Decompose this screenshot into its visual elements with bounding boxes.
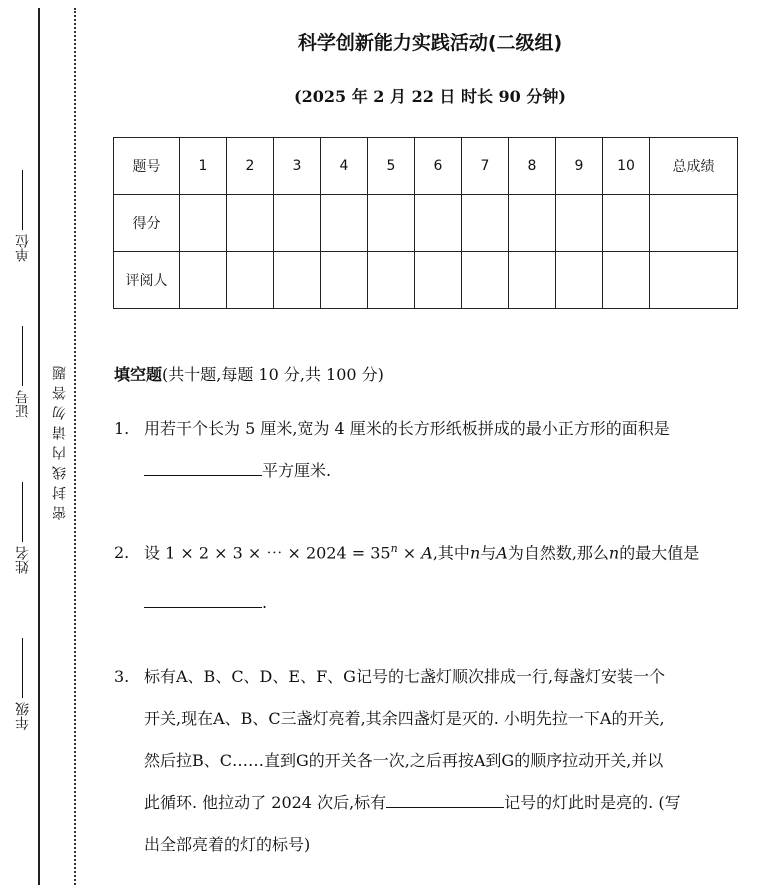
reviewer-cell[interactable] xyxy=(556,252,603,309)
section-title: 填空题 xyxy=(114,365,163,384)
name-label: 姓名 xyxy=(15,546,31,574)
question-1 xyxy=(114,408,748,492)
question-3-line-2: 开关,现在A、B、C三盏灯亮着,其余四盏灯是灭的. 小明先拉一下A的开关, xyxy=(144,709,665,728)
var-n: n xyxy=(608,543,620,563)
col-header: 8 xyxy=(509,138,556,195)
question-2-text: ,其中 xyxy=(432,543,470,563)
question-2-line xyxy=(114,528,748,574)
question-1-unit: 平方厘米. xyxy=(262,461,332,480)
question-2-text: 与 xyxy=(480,543,497,563)
col-header: 5 xyxy=(368,138,415,195)
reviewer-cell[interactable] xyxy=(368,252,415,309)
col-header: 9 xyxy=(556,138,603,195)
col-header: 4 xyxy=(321,138,368,195)
reviewer-cell[interactable] xyxy=(415,252,462,309)
question-3-line-5: 出全部亮着的灯的标号) xyxy=(144,835,311,854)
score-cell[interactable] xyxy=(227,195,274,252)
col-header-total: 总成绩 xyxy=(650,138,738,195)
question-2-end: . xyxy=(262,593,268,613)
score-table xyxy=(113,137,738,309)
question-3-text: 标有A、B、C、D、E、F、G记号的七盏灯顺次排成一行,每盏灯安装一个 xyxy=(144,667,666,686)
question-3 xyxy=(114,656,748,866)
row-label-question: 题号 xyxy=(114,138,180,195)
answer-blank-2[interactable] xyxy=(144,587,262,608)
question-number: 2. xyxy=(114,543,130,563)
question-number: 1. xyxy=(114,419,130,438)
grade-field xyxy=(13,638,33,730)
question-3-text: 记号的灯此时是亮的. (写 xyxy=(504,793,681,812)
score-cell[interactable] xyxy=(415,195,462,252)
reviewer-cell[interactable] xyxy=(321,252,368,309)
score-cell[interactable] xyxy=(368,195,415,252)
total-score-cell[interactable] xyxy=(650,195,738,252)
seal-dotted-line xyxy=(74,8,76,885)
answer-blank-3[interactable] xyxy=(386,787,504,808)
reviewer-cell[interactable] xyxy=(603,252,650,309)
seal-notice: 密封线内请勿答题 xyxy=(52,360,68,520)
score-cell[interactable] xyxy=(180,195,227,252)
answer-blank-1[interactable] xyxy=(144,455,262,476)
unit-label: 单位 xyxy=(15,234,31,262)
col-header: 10 xyxy=(603,138,650,195)
col-header: 6 xyxy=(415,138,462,195)
total-reviewer-cell[interactable] xyxy=(650,252,738,309)
name-field xyxy=(13,482,33,574)
score-table-header-row xyxy=(114,138,738,195)
score-cell[interactable] xyxy=(274,195,321,252)
question-3-text: 此循环. 他拉动了 2024 次后,标有 xyxy=(144,793,387,812)
question-3-line-3: 然后拉B、C……直到G的开关各一次,之后再按A到G的顺序拉动开关,并以 xyxy=(144,751,664,770)
name-blank[interactable] xyxy=(23,482,24,542)
question-1-line xyxy=(114,408,748,450)
unit-blank[interactable] xyxy=(23,170,24,230)
binding-line xyxy=(38,8,40,885)
question-3-line-4 xyxy=(114,782,748,824)
page-title: 科学创新能力实践活动(二级组) xyxy=(297,32,563,54)
row-label-reviewer: 评阅人 xyxy=(114,252,180,309)
grade-blank[interactable] xyxy=(23,638,24,698)
grade-label: 年级 xyxy=(15,702,31,730)
question-2 xyxy=(114,528,748,624)
score-cell[interactable] xyxy=(509,195,556,252)
student-info-column xyxy=(8,170,38,730)
question-2-text: 为自然数,那么 xyxy=(507,543,609,563)
row-label-score: 得分 xyxy=(114,195,180,252)
question-3-line-1 xyxy=(114,656,748,698)
id-blank[interactable] xyxy=(23,326,24,386)
section-note: (共十题,每题 10 分,共 100 分) xyxy=(162,365,384,384)
reviewer-cell[interactable] xyxy=(274,252,321,309)
score-row xyxy=(114,195,738,252)
score-cell[interactable] xyxy=(321,195,368,252)
var-A: A xyxy=(496,543,508,563)
id-field xyxy=(13,326,33,418)
score-cell[interactable] xyxy=(603,195,650,252)
question-2-math: 设 1 × 2 × 3 × ⋯ × 2024 = 35 xyxy=(144,543,391,563)
score-cell[interactable] xyxy=(462,195,509,252)
id-label: 证号 xyxy=(15,390,31,418)
score-cell[interactable] xyxy=(556,195,603,252)
col-header: 1 xyxy=(180,138,227,195)
times-sign: × xyxy=(397,543,422,563)
question-2-answer-line xyxy=(114,582,748,624)
var-A: A xyxy=(421,543,433,563)
col-header: 3 xyxy=(274,138,321,195)
question-2-text: 的最大值是 xyxy=(619,543,700,563)
section-heading xyxy=(114,362,384,385)
var-n: n xyxy=(469,543,481,563)
reviewer-cell[interactable] xyxy=(509,252,556,309)
exam-info: (2025 年 2 月 22 日 时长 90 分钟) xyxy=(294,87,566,106)
question-1-text: 用若干个长为 5 厘米,宽为 4 厘米的长方形纸板拼成的最小正方形的面积是 xyxy=(144,419,670,438)
exponent-n: n xyxy=(390,542,398,555)
reviewer-cell[interactable] xyxy=(227,252,274,309)
unit-field xyxy=(13,170,33,262)
reviewer-cell[interactable] xyxy=(180,252,227,309)
reviewer-cell[interactable] xyxy=(462,252,509,309)
question-1-answer-line xyxy=(114,450,748,492)
col-header: 7 xyxy=(462,138,509,195)
question-number: 3. xyxy=(114,667,130,686)
col-header: 2 xyxy=(227,138,274,195)
reviewer-row xyxy=(114,252,738,309)
